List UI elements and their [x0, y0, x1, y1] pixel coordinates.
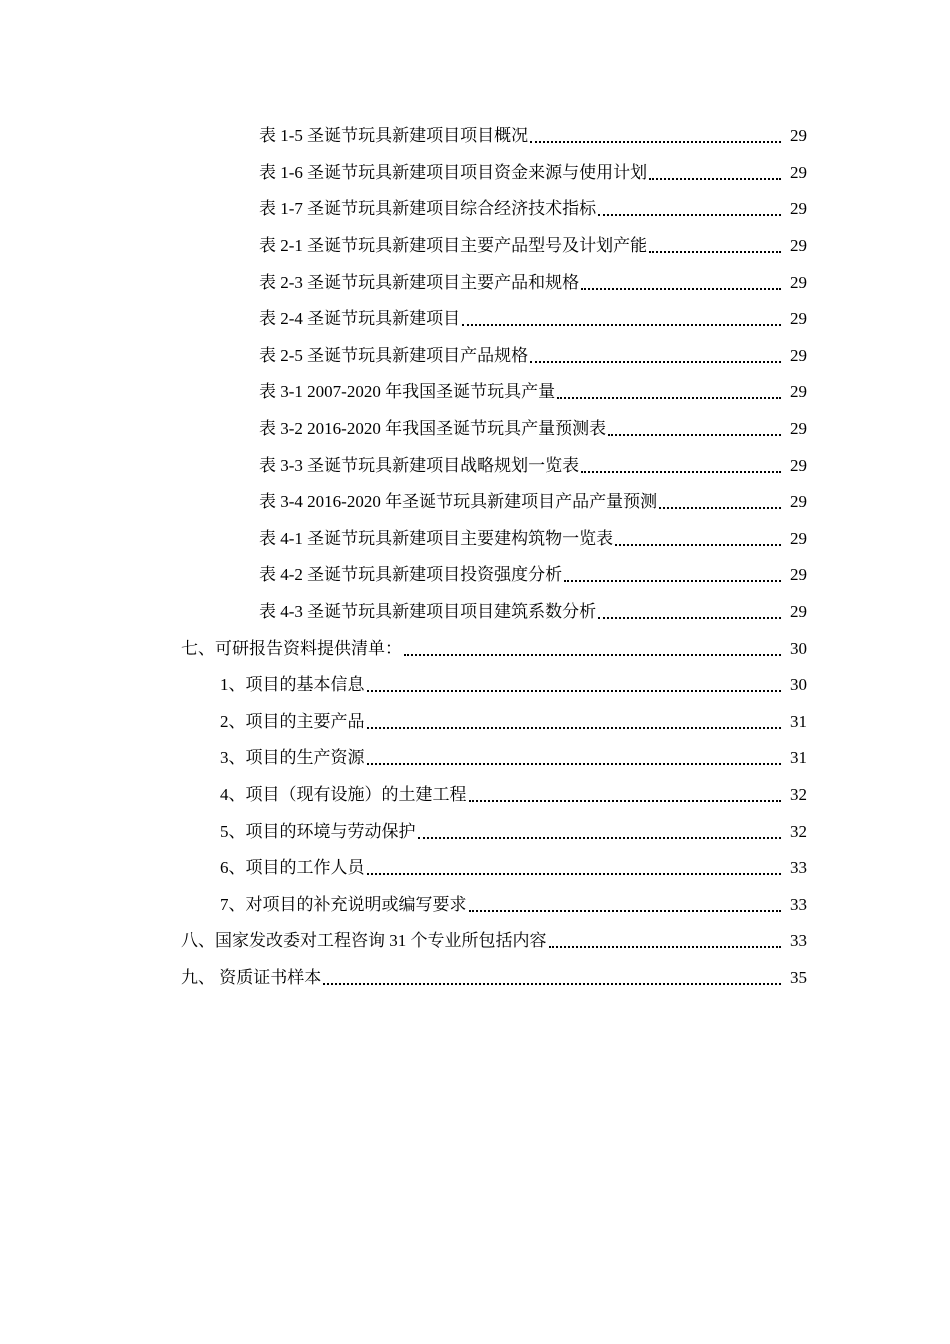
toc-dot-leader [367, 873, 782, 875]
toc-entry[interactable] [0, 813, 950, 850]
toc-dot-leader [404, 654, 781, 656]
toc-dot-leader [549, 946, 782, 948]
toc-entry[interactable] [0, 155, 950, 192]
toc-dot-leader [469, 800, 782, 802]
toc-entry[interactable] [0, 228, 950, 265]
toc-entry-title: 八、国家发改委对工程咨询 31 个专业所包括内容 [181, 931, 547, 951]
toc-entry-page: 29 [790, 309, 807, 329]
toc-entry-title: 表 3-4 2016-2020 年圣诞节玩具新建项目产品产量预测 [259, 492, 658, 512]
toc-dot-leader [469, 910, 782, 912]
toc-entry-title: 表 3-3 圣诞节玩具新建项目战略规划一览表 [259, 455, 580, 475]
toc-entry-title: 6、项目的工作人员 [220, 858, 365, 878]
toc-entry-page: 29 [790, 528, 807, 548]
toc-dot-leader [608, 434, 781, 436]
toc-entry[interactable] [0, 338, 950, 375]
toc-dot-leader [659, 507, 781, 509]
toc-dot-leader [367, 690, 782, 692]
toc-entry-title: 表 3-2 2016-2020 年我国圣诞节玩具产量预测表 [259, 419, 607, 439]
toc-entry-page: 29 [790, 236, 807, 256]
toc-entry[interactable] [0, 886, 950, 923]
toc-entry-title: 表 2-4 圣诞节玩具新建项目 [259, 309, 461, 329]
toc-entry-title: 表 1-5 圣诞节玩具新建项目项目概况 [259, 126, 529, 146]
toc-entry-title: 表 1-7 圣诞节玩具新建项目综合经济技术指标 [259, 199, 597, 219]
toc-entry[interactable] [0, 301, 950, 338]
toc-entry[interactable] [0, 557, 950, 594]
toc-entry-page: 30 [790, 675, 807, 695]
toc-entry-page: 29 [790, 272, 807, 292]
toc-entry[interactable] [0, 667, 950, 704]
toc-entry-page: 30 [790, 638, 807, 658]
toc-entry-page: 29 [790, 345, 807, 365]
toc-entry-title: 4、项目（现有设施）的土建工程 [220, 784, 467, 804]
toc-entry-page: 33 [790, 858, 807, 878]
toc-entry-page: 33 [790, 931, 807, 951]
toc-entry-title: 七、可研报告资料提供清单： [181, 638, 402, 658]
toc-entry-page: 31 [790, 711, 807, 731]
toc-dot-leader [367, 763, 782, 765]
toc-dot-leader [615, 544, 781, 546]
toc-entry-page: 29 [790, 602, 807, 622]
toc-dot-leader [564, 580, 781, 582]
toc-dot-leader [530, 361, 781, 363]
toc-entry[interactable] [0, 264, 950, 301]
toc-entry-title: 九、 资质证书样本 [181, 967, 322, 987]
toc-entry[interactable] [0, 923, 950, 960]
toc-entry[interactable] [0, 484, 950, 521]
toc-entry-page: 29 [790, 492, 807, 512]
toc-entry-page: 29 [790, 126, 807, 146]
toc-dot-leader [581, 288, 781, 290]
toc-entry[interactable] [0, 850, 950, 887]
toc-dot-leader [462, 324, 781, 326]
toc-entry-title: 表 3-1 2007-2020 年我国圣诞节玩具产量 [259, 382, 556, 402]
toc-entry[interactable] [0, 704, 950, 741]
table-of-contents [0, 118, 950, 996]
toc-entry[interactable] [0, 594, 950, 631]
toc-dot-leader [323, 983, 781, 985]
toc-entry-title: 表 2-3 圣诞节玩具新建项目主要产品和规格 [259, 272, 580, 292]
toc-dot-leader [581, 471, 781, 473]
toc-entry-page: 29 [790, 382, 807, 402]
toc-entry[interactable] [0, 960, 950, 997]
toc-entry-page: 29 [790, 565, 807, 585]
toc-entry[interactable] [0, 374, 950, 411]
toc-dot-leader [598, 617, 781, 619]
toc-entry-page: 32 [790, 784, 807, 804]
toc-entry[interactable] [0, 191, 950, 228]
toc-dot-leader [530, 141, 781, 143]
toc-entry-title: 7、对项目的补充说明或编写要求 [220, 894, 467, 914]
toc-dot-leader [598, 214, 781, 216]
toc-dot-leader [367, 727, 782, 729]
toc-entry[interactable] [0, 411, 950, 448]
toc-entry-title: 表 4-1 圣诞节玩具新建项目主要建构筑物一览表 [259, 528, 614, 548]
toc-entry-title: 表 2-5 圣诞节玩具新建项目产品规格 [259, 345, 529, 365]
toc-entry-title: 表 4-3 圣诞节玩具新建项目项目建筑系数分析 [259, 602, 597, 622]
toc-entry-title: 1、项目的基本信息 [220, 675, 365, 695]
toc-entry-page: 29 [790, 455, 807, 475]
toc-entry[interactable] [0, 630, 950, 667]
toc-entry[interactable] [0, 447, 950, 484]
toc-entry[interactable] [0, 521, 950, 558]
toc-entry-title: 3、项目的生产资源 [220, 748, 365, 768]
toc-entry-page: 32 [790, 821, 807, 841]
toc-entry-title: 2、项目的主要产品 [220, 711, 365, 731]
toc-entry-page: 29 [790, 419, 807, 439]
toc-dot-leader [418, 837, 782, 839]
toc-entry-title: 表 4-2 圣诞节玩具新建项目投资强度分析 [259, 565, 563, 585]
toc-entry-page: 29 [790, 199, 807, 219]
toc-dot-leader [557, 397, 781, 399]
toc-entry[interactable] [0, 118, 950, 155]
toc-entry-page: 35 [790, 967, 807, 987]
toc-entry-title: 表 2-1 圣诞节玩具新建项目主要产品型号及计划产能 [259, 236, 648, 256]
toc-entry-page: 31 [790, 748, 807, 768]
toc-entry-title: 5、项目的环境与劳动保护 [220, 821, 416, 841]
toc-entry[interactable] [0, 740, 950, 777]
toc-dot-leader [649, 178, 781, 180]
toc-entry-title: 表 1-6 圣诞节玩具新建项目项目资金来源与使用计划 [259, 162, 648, 182]
toc-entry-page: 33 [790, 894, 807, 914]
toc-dot-leader [649, 251, 781, 253]
toc-entry[interactable] [0, 777, 950, 814]
toc-entry-page: 29 [790, 162, 807, 182]
